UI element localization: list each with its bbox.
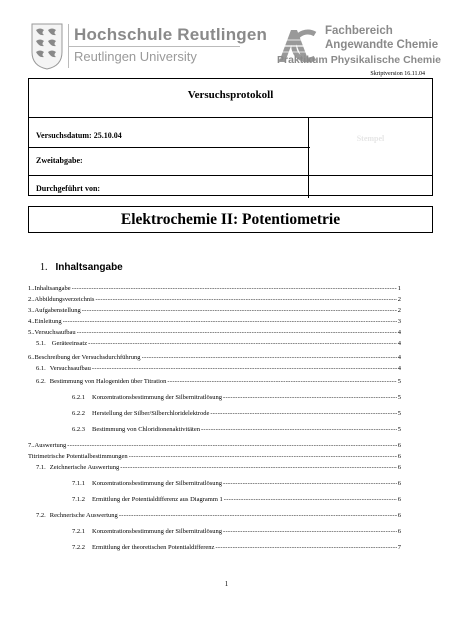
performed-by-label: Durchgeführt von:: [36, 184, 101, 193]
second-submission-label: Zweitabgabe:: [36, 156, 83, 165]
stamp-field: [308, 118, 432, 198]
toc-entry[interactable]: 2.. Abbildungsverzeichnis ----- 2: [28, 296, 401, 304]
university-logo: [30, 22, 268, 72]
department-line-1: Fachbereich: [325, 25, 393, 37]
protocol-box: [28, 78, 433, 196]
section-number: 1.: [40, 262, 48, 273]
toc-entry[interactable]: 6.2.1 Konzentrationsbestimmung der Silbernitratlösung ----- 5: [72, 394, 401, 402]
page-number: 1: [224, 580, 229, 588]
department-line-3: Praktikum Physikalische Chemie: [277, 54, 441, 66]
toc-entry[interactable]: 7.2.1 Konzentrationsbestimmung der Silbernitratlösung ----- 6: [72, 528, 401, 536]
toc-entry[interactable]: 5.. Versuchsaufbau ----- 4: [28, 329, 401, 337]
toc-entry[interactable]: 7.1. Zeichnerische Auswertung ----- 6: [36, 464, 401, 472]
toc-entry[interactable]: 3.. Aufgabenstellung ----- 2: [28, 307, 401, 315]
toc-entry[interactable]: 6.1. Versuchsaufbau ----- 4: [36, 365, 401, 373]
script-version: Skriptversion 16.11.04: [370, 71, 425, 77]
toc-entry[interactable]: 7.2. Rechnerische Auswertung ----- 6: [36, 512, 401, 520]
toc-entry[interactable]: 7.1.2 Ermittlung der Potentialdifferenz aus Diagramm 1 ----- 6: [72, 496, 401, 504]
toc-entry[interactable]: 6.. Beschreibung der Versuchsdurchführung ----- 4: [28, 354, 401, 362]
university-name-en: Reutlingen University: [74, 49, 197, 64]
toc-entry[interactable]: 5.1. Geräteeinsatz ----- 4: [36, 340, 401, 348]
stamp-label: Stempel: [356, 134, 385, 143]
protocol-title: Versuchsprotokoll: [187, 89, 274, 101]
toc-entry[interactable]: 6.2.3 Bestimmung von Chloridionenaktivitäten ----- 5: [72, 426, 401, 434]
toc-entry[interactable]: 7.1.1 Konzentrationsbestimmung der Silbernitratlösung ----- 6: [72, 480, 401, 488]
toc-entry[interactable]: 4.. Einleitung ----- 3: [28, 318, 401, 326]
date-label: Versuchsdatum: 25.10.04: [36, 131, 122, 140]
toc-entry[interactable]: 7.2.2 Ermittlung der theoretischen Potentialdifferenz ----- 7: [72, 544, 401, 552]
department-line-2: Angewandte Chemie: [325, 39, 439, 51]
document-title: Elektrochemie II: Potentiometrie: [28, 206, 433, 233]
toc-entry[interactable]: 7.. Auswertung ----- 6: [28, 442, 401, 450]
toc-entry[interactable]: 6.2.2 Herstellung der Silber/Silberchloridelektrode ----- 5: [72, 410, 401, 418]
university-name: Hochschule Reutlingen: [74, 25, 268, 44]
crest-icon: [30, 22, 64, 70]
section-heading: [40, 262, 123, 273]
department-logo: [277, 24, 441, 74]
protocol-fields: [29, 117, 432, 197]
toc-entry[interactable]: 6.2. Bestimmung von Halogeniden über Titration ----- 5: [36, 378, 401, 386]
toc-entry[interactable]: 1.. Inhaltsangabe ----- 1: [28, 285, 401, 293]
toc-entry[interactable]: Titrimetrische Potentialbestimmungen ----- 6: [28, 453, 401, 461]
section-title: Inhaltsangabe: [55, 262, 123, 273]
